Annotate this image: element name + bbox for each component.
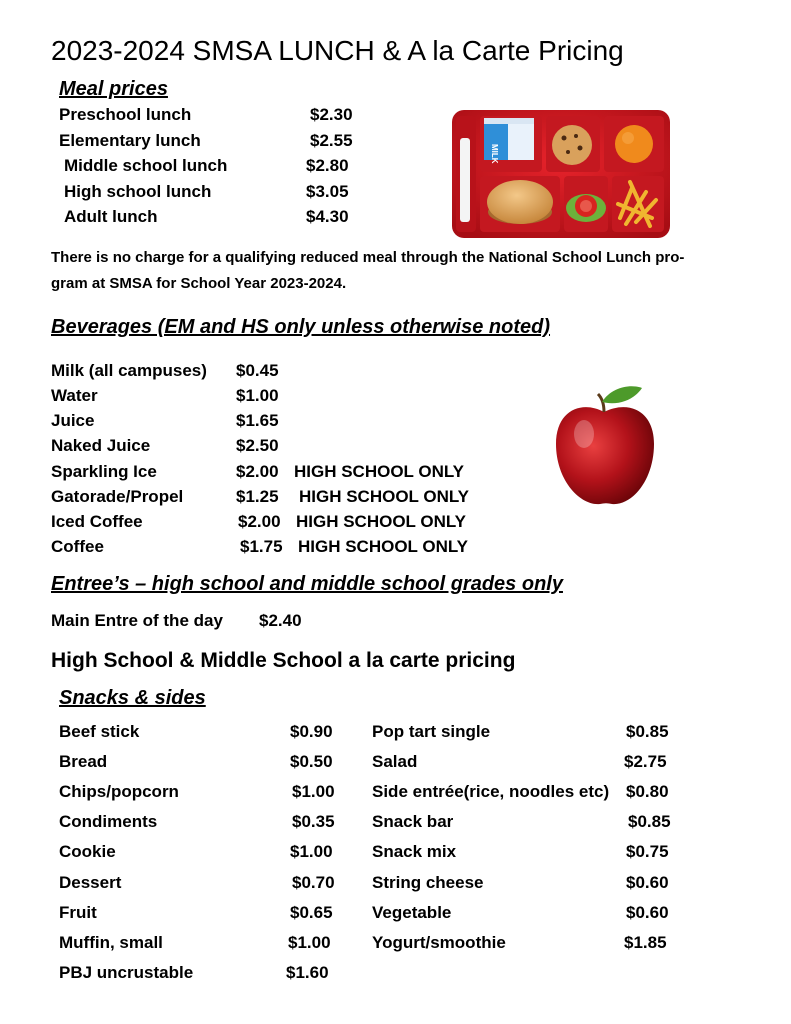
meal-item-label: High school lunch xyxy=(64,182,212,201)
meal-item-label: Adult lunch xyxy=(64,207,158,226)
snack-price: $0.80 xyxy=(626,782,669,801)
snack-label: Condiments xyxy=(59,812,158,831)
reduced-meal-note-line: There is no charge for a qualifying reduced meal through the National School Lunch pro- xyxy=(51,249,685,266)
burger-icon xyxy=(487,180,553,224)
apple-image xyxy=(552,382,658,510)
snack-price: $0.85 xyxy=(628,812,671,831)
snack-price: $0.90 xyxy=(290,722,333,741)
beverage-note: HIGH SCHOOL ONLY xyxy=(298,537,469,556)
snack-label: PBJ uncrustable xyxy=(59,963,194,982)
snack-price: $1.85 xyxy=(624,933,667,952)
meal-item-label: Elementary lunch xyxy=(59,131,201,150)
snack-label: Dessert xyxy=(59,873,122,892)
meal-item-price: $4.30 xyxy=(306,207,349,226)
beverage-label: Coffee xyxy=(51,537,104,556)
beverage-price: $0.45 xyxy=(236,361,279,380)
snack-label: Pop tart single xyxy=(372,722,491,741)
beverages-heading: Beverages (EM and HS only unless otherwise noted) xyxy=(51,316,551,338)
snack-label: Muffin, small xyxy=(59,933,163,952)
meal-item-label: Preschool lunch xyxy=(59,105,192,124)
snack-price: $0.65 xyxy=(290,903,333,922)
snack-price: $1.00 xyxy=(288,933,331,952)
snack-label: Side entrée(rice, noodles etc) xyxy=(372,782,610,801)
beverage-price: $2.00 xyxy=(236,462,279,481)
snack-price: $0.35 xyxy=(292,812,335,831)
snack-label: Bread xyxy=(59,752,108,771)
beverage-price: $1.75 xyxy=(240,537,283,556)
beverage-price: $1.00 xyxy=(236,386,279,405)
snack-price: $1.00 xyxy=(292,782,335,801)
snack-label: Chips/popcorn xyxy=(59,782,179,801)
snack-label: Fruit xyxy=(59,903,97,922)
beverage-label: Sparkling Ice xyxy=(51,462,157,481)
beverage-price: $2.00 xyxy=(238,512,281,531)
snack-price: $0.85 xyxy=(626,722,669,741)
reduced-meal-note xyxy=(51,245,751,297)
entrees-heading: Entree’s – high school and middle school grades only xyxy=(51,573,563,595)
beverage-note: HIGH SCHOOL ONLY xyxy=(294,462,465,481)
entree-price: $2.40 xyxy=(259,611,302,630)
snack-price: $0.70 xyxy=(292,873,335,892)
snacks-sides-heading: Snacks & sides xyxy=(59,687,206,709)
page-title: 2023-2024 SMSA LUNCH & A la Carte Pricing xyxy=(51,35,624,66)
reduced-meal-note-line: gram at SMSA for School Year 2023-2024. xyxy=(51,275,347,292)
meal-item-price: $2.55 xyxy=(310,131,353,150)
beverage-note: HIGH SCHOOL ONLY xyxy=(299,487,470,506)
beverage-price: $2.50 xyxy=(236,436,279,455)
meal-item-price: $2.30 xyxy=(310,105,353,124)
beverage-label: Iced Coffee xyxy=(51,512,143,531)
entree-label: Main Entre of the day xyxy=(51,611,223,630)
snack-label: String cheese xyxy=(372,873,484,892)
beverage-price: $1.25 xyxy=(236,487,279,506)
snack-label: Cookie xyxy=(59,842,116,861)
snack-label: Vegetable xyxy=(372,903,452,922)
snack-price: $0.50 xyxy=(290,752,333,771)
beverage-label: Naked Juice xyxy=(51,436,151,455)
meal-item-price: $3.05 xyxy=(306,182,349,201)
meal-item-price: $2.80 xyxy=(306,156,349,175)
snack-label: Snack bar xyxy=(372,812,454,831)
utensil-icon xyxy=(460,138,470,222)
meal-prices-heading: Meal prices xyxy=(59,78,168,100)
snack-label: Beef stick xyxy=(59,722,140,741)
cookie-icon xyxy=(552,125,592,165)
beverage-label: Juice xyxy=(51,411,95,430)
salad-icon xyxy=(566,194,606,222)
snack-price: $1.60 xyxy=(286,963,329,982)
leaf-icon xyxy=(602,386,642,403)
snack-price: $0.75 xyxy=(626,842,669,861)
beverage-label: Milk (all campuses) xyxy=(51,361,207,380)
beverage-label: Gatorade/Propel xyxy=(51,487,184,506)
snack-price: $0.60 xyxy=(626,903,669,922)
beverage-price: $1.65 xyxy=(236,411,279,430)
meal-item-label: Middle school lunch xyxy=(64,156,228,175)
alacarte-heading: High School & Middle School a la carte pricing xyxy=(51,649,516,672)
snack-label: Salad xyxy=(372,752,418,771)
svg-text:MILK: MILK xyxy=(490,144,499,164)
beverage-note: HIGH SCHOOL ONLY xyxy=(296,512,467,531)
snack-price: $1.00 xyxy=(290,842,333,861)
snack-price: $0.60 xyxy=(626,873,669,892)
beverage-label: Water xyxy=(51,386,98,405)
lunch-tray-image xyxy=(450,108,672,240)
snack-label: Snack mix xyxy=(372,842,457,861)
orange-icon xyxy=(615,125,653,163)
snack-price: $2.75 xyxy=(624,752,667,771)
snack-label: Yogurt/smoothie xyxy=(372,933,506,952)
milk-carton-icon xyxy=(484,118,534,164)
